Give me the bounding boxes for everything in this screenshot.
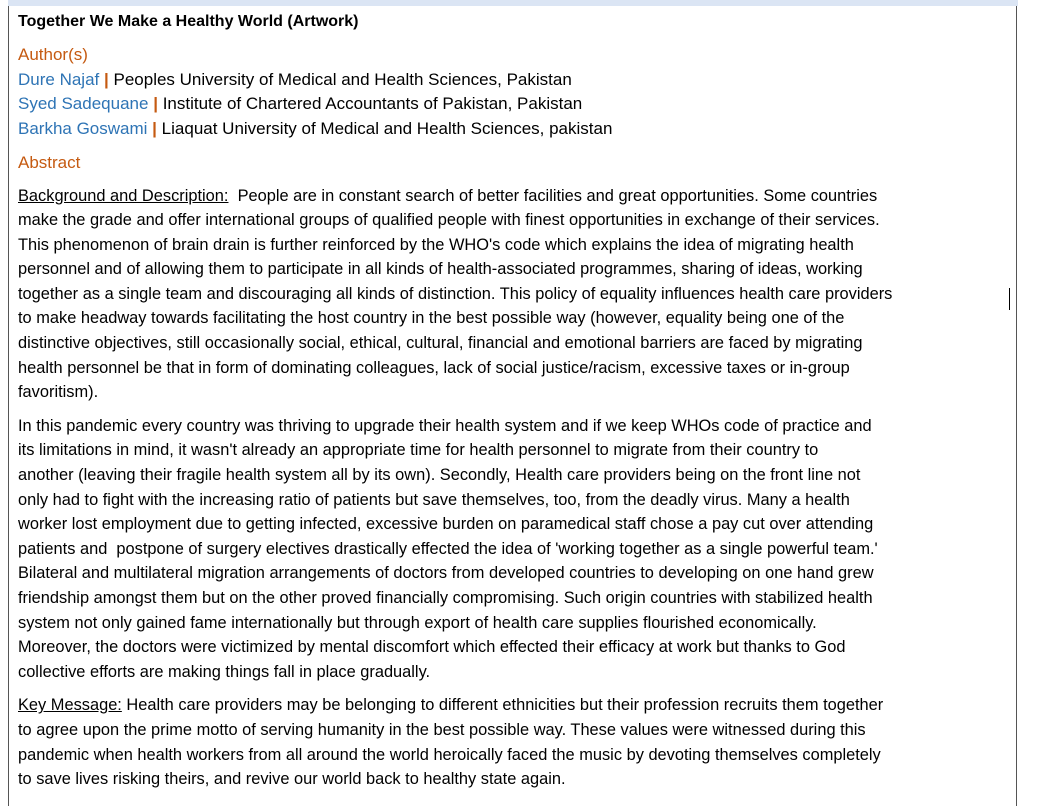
line-text: collective efforts are making things fall in place gradually. <box>18 662 431 681</box>
text-line <box>18 743 1018 768</box>
line-text: personnel and of allowing them to participate in all kinds of health-associated programmes, sharing of ideas, working <box>18 260 863 279</box>
document-title: Together We Make a Healthy World (Artwork) <box>18 13 359 30</box>
text-line <box>18 586 1018 611</box>
line-text: its limitations in mind, it wasn't already an appropriate time for health personnel to migrate from their country to <box>18 441 819 460</box>
author-item <box>18 92 1018 117</box>
text-line <box>18 306 1018 331</box>
pandemic-paragraph <box>18 414 1018 685</box>
text-line <box>18 331 1018 356</box>
line-text: system not only gained fame internationally but through export of health care supplies flourished economically. <box>18 613 817 632</box>
author-list <box>18 68 1018 142</box>
author-affiliation: Liaquat University of Medical and Health Sciences, pakistan <box>161 118 613 138</box>
line-text: Health care providers may be belonging to different ethnicities but their profession recruits them together <box>121 696 884 715</box>
author-item <box>18 68 1018 93</box>
author-name: Syed Sadequane <box>18 94 149 113</box>
line-text: worker lost employment due to getting infected, excessive burden on paramedical staff chose a pay cut over attending <box>18 515 874 534</box>
text-line <box>18 414 1018 439</box>
text-line <box>18 233 1018 258</box>
author-item <box>18 117 1018 142</box>
text-line <box>18 488 1018 513</box>
text-line <box>18 660 1018 685</box>
line-text: distinctive objectives, still occasionally social, ethical, cultural, financial and emotional barriers are faced by migrating <box>18 334 863 353</box>
paragraph-label: Background and Description: <box>18 186 229 205</box>
text-line <box>18 611 1018 636</box>
line-text: only had to fight with the increasing ratio of patients but save themselves, too, from the deadly virus. Many a health <box>18 490 850 509</box>
line-text: patients and postpone of surgery electives drastically effected the idea of 'working together as a single powerful team.' <box>18 539 878 558</box>
text-line <box>18 512 1018 537</box>
separator: | <box>104 69 109 89</box>
line-text: to agree upon the prime motto of serving humanity in the best possible way. These values were witnessed during this <box>18 720 866 739</box>
line-text: friendship amongst them but on the other proved financially compromising. Such origin countries with stabilized health <box>18 589 873 607</box>
background-paragraph <box>18 184 1018 405</box>
line-text: another (leaving their fragile health system all by its own). Secondly, Health care providers being on the front line not <box>18 466 861 485</box>
author-name: Barkha Goswami <box>18 118 148 138</box>
text-line <box>18 693 1018 718</box>
text-line <box>18 356 1018 381</box>
line-text: favoritism). <box>18 383 99 402</box>
paragraph-label: Key Message: <box>18 696 122 715</box>
line-text: In this pandemic every country was thriving to upgrade their health system and if we keep WHOs code of practice and <box>18 416 872 435</box>
line-text: People are in constant search of better facilities and great opportunities. Some countries <box>228 186 878 205</box>
line-text: make the grade and offer international groups of qualified people with finest opportunities in exchange of their services. <box>18 211 880 230</box>
text-line <box>18 718 1018 743</box>
line-text: pandemic when health workers from all around the world heroically faced the music by devoting themselves completely <box>18 745 881 764</box>
text-line <box>18 463 1018 488</box>
text-line <box>18 537 1018 562</box>
text-line <box>18 767 1018 792</box>
line-text: together as a single team and discouraging all kinds of distinction. This policy of equality influences health care providers <box>18 284 893 303</box>
author-name: Dure Najaf <box>18 69 100 89</box>
line-text: to make headway towards facilitating the host country in the best possible way (however, equality being one of the <box>18 309 845 328</box>
key-message-paragraph <box>18 693 1018 791</box>
text-line <box>18 184 1018 209</box>
line-text: Bilateral and multilateral migration arrangements of doctors from developed countries to developing on one hand grew <box>18 564 874 583</box>
line-text: Moreover, the doctors were victimized by mental discomfort which effected their efficacy at work but thanks to God <box>18 638 846 657</box>
authors-heading: Author(s) <box>18 45 88 64</box>
abstract-heading: Abstract <box>18 153 81 172</box>
text-line <box>18 257 1018 282</box>
line-text: This phenomenon of brain drain is further reinforced by the WHO's code which explains the idea of migrating health <box>18 235 854 254</box>
author-affiliation: Institute of Chartered Accountants of Pakistan, Pakistan <box>162 94 583 113</box>
line-text: to save lives risking theirs, and revive our world back to healthy state again. <box>18 770 566 789</box>
document-content <box>18 10 1018 801</box>
separator: | <box>153 94 158 113</box>
text-line <box>18 282 1018 307</box>
text-line <box>18 438 1018 463</box>
author-affiliation: Peoples University of Medical and Health Sciences, Pakistan <box>113 69 572 89</box>
text-line <box>18 635 1018 660</box>
text-line <box>18 561 1018 586</box>
line-text: health personnel be that in form of dominating colleagues, lack of social justice/racism, excessive taxes or in-group <box>18 358 850 377</box>
separator: | <box>152 118 157 138</box>
text-line <box>18 380 1018 405</box>
text-line <box>18 208 1018 233</box>
